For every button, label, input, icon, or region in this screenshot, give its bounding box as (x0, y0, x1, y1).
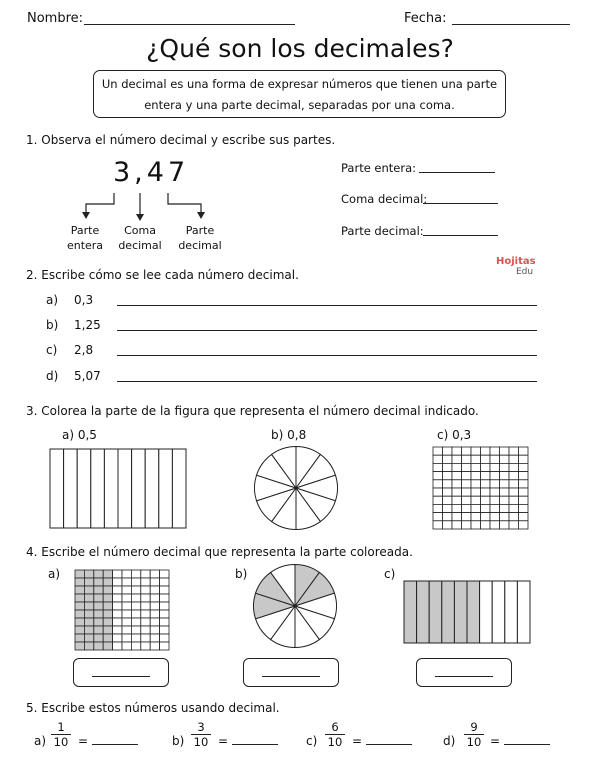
s3-c-cell (500, 447, 510, 455)
s4-a-cell (131, 602, 140, 610)
s4-a-cell (141, 634, 150, 642)
s4-a-cell (150, 634, 159, 642)
s4-a-cell (94, 578, 103, 586)
label-parte-entera: Parte entera (66, 224, 104, 252)
s4-a-cell (94, 634, 103, 642)
s3-c-cell (490, 472, 500, 480)
s3-c-cell (509, 455, 519, 463)
s3-c-cell (481, 455, 491, 463)
s2-answer-line-d[interactable] (117, 381, 537, 382)
s3-c-cell (519, 496, 529, 504)
s4-a-cell (84, 570, 93, 578)
s4-a-cell (75, 594, 84, 602)
s3-label-c: c) 0,3 (437, 428, 472, 442)
s4-a-cell (160, 626, 169, 634)
s4-answer-line-a (92, 676, 150, 677)
s3-c-cell (481, 513, 491, 521)
s5-answer-b[interactable] (232, 744, 278, 745)
s3-c-cell (509, 521, 519, 529)
s3-a-strip (118, 449, 132, 528)
s4-c-strip (404, 581, 417, 643)
s4-a-cell (160, 570, 169, 578)
arrow-decimal (168, 193, 201, 213)
s3-c-cell (490, 463, 500, 471)
s4-a-cell (75, 642, 84, 650)
s4-a-cell (75, 634, 84, 642)
s3-c-cell (509, 472, 519, 480)
s3-c-cell (500, 513, 510, 521)
s4-a-cell (75, 586, 84, 594)
s3-c-cell (481, 447, 491, 455)
s5-answer-c[interactable] (366, 744, 412, 745)
s4-letter-c: c) (384, 567, 396, 581)
s3-c-cell (433, 472, 443, 480)
name-label: Nombre: (27, 11, 84, 26)
s4-a-cell (160, 618, 169, 626)
s2-letter-a: a) (46, 293, 59, 307)
s4-c-strip (505, 581, 518, 643)
s3-c-cell (462, 472, 472, 480)
field-coma-decimal[interactable] (423, 203, 498, 204)
s3-c-cell (433, 480, 443, 488)
s3-c-cell (519, 504, 529, 512)
definition-line-2: entera y una parte decimal, separadas por una coma. (144, 98, 455, 112)
field-coma-decimal-label: Coma decimal: (341, 192, 428, 206)
s3-c-cell (490, 521, 500, 529)
s2-answer-line-c[interactable] (117, 355, 537, 356)
s4-a-cell (122, 626, 131, 634)
s3-c-cell (433, 455, 443, 463)
s4-letter-b: b) (235, 567, 248, 581)
s3-c-cell (519, 480, 529, 488)
s4-a-cell (160, 610, 169, 618)
s3-c-cell (481, 472, 491, 480)
s3-c-cell (452, 463, 462, 471)
field-parte-decimal[interactable] (423, 235, 498, 236)
field-parte-decimal-label: Parte decimal: (341, 224, 424, 238)
s5-equals-c: = (352, 734, 363, 748)
s4-a-cell (141, 570, 150, 578)
s4-a-cell (75, 570, 84, 578)
s5-answer-a[interactable] (92, 744, 138, 745)
s4-a-cell (160, 586, 169, 594)
s4-c-strip (417, 581, 430, 643)
s3-a-strip (50, 449, 64, 528)
s3-a-strip (91, 449, 105, 528)
s4-a-cell (122, 634, 131, 642)
s3-c-cell (490, 447, 500, 455)
s4-a-cell (103, 618, 112, 626)
s3-a-strip (77, 449, 91, 528)
s4-a-cell (103, 594, 112, 602)
s4-a-cell (94, 642, 103, 650)
s4-a-cell (160, 578, 169, 586)
s4-a-cell (75, 578, 84, 586)
s4-a-cell (113, 634, 122, 642)
s4-a-cell (150, 594, 159, 602)
s3-c-cell (500, 472, 510, 480)
s3-figure-b-circle[interactable] (253, 445, 339, 531)
s5-equals-a: = (78, 734, 89, 748)
s3-c-cell (443, 513, 453, 521)
s3-a-strip (172, 449, 186, 528)
s3-c-cell (471, 496, 481, 504)
s2-value-d: 5,07 (74, 369, 101, 383)
s3-c-cell (433, 447, 443, 455)
arrowhead-entera (82, 212, 90, 219)
s4-a-cell (131, 578, 140, 586)
s4-a-cell (113, 626, 122, 634)
s3-c-cell (509, 480, 519, 488)
s2-answer-line-b[interactable] (117, 330, 537, 331)
definition-line-1: Un decimal es una forma de expresar números que tienen una parte (101, 77, 498, 91)
s3-c-cell (509, 513, 519, 521)
s4-c-strip (429, 581, 442, 643)
s4-a-cell (75, 602, 84, 610)
s5-letter-c: c) (306, 734, 318, 748)
field-parte-entera-label: Parte entera: (341, 161, 417, 175)
section-4-heading: 4. Escribe el número decimal que representa la parte coloreada. (26, 545, 413, 559)
s4-a-cell (160, 602, 169, 610)
s4-a-cell (131, 610, 140, 618)
s3-label-b: b) 0,8 (271, 428, 307, 442)
s4-c-strip (517, 581, 530, 643)
s4-a-cell (141, 618, 150, 626)
s5-fraction-a: $\frac{1}{10}$ (51, 720, 71, 750)
s4-a-cell (103, 610, 112, 618)
s4-c-strip (442, 581, 455, 643)
s3-c-cell (519, 447, 529, 455)
s4-c-strip (454, 581, 467, 643)
s4-a-cell (103, 578, 112, 586)
s3-c-cell (452, 480, 462, 488)
s4-answer-line-c (435, 676, 493, 677)
s3-c-cell (443, 488, 453, 496)
s4-letter-a: a) (48, 567, 61, 581)
s4-a-cell (131, 586, 140, 594)
section-5-heading: 5. Escribe estos números usando decimal. (26, 701, 280, 715)
s3-c-cell (509, 447, 519, 455)
s3-c-cell (462, 496, 472, 504)
field-parte-entera[interactable] (419, 172, 495, 173)
s3-c-cell (519, 513, 529, 521)
s3-a-strip (159, 449, 173, 528)
s4-a-cell (84, 618, 93, 626)
s4-figure-b-circle (252, 563, 338, 649)
s4-figure-c-strips (403, 580, 531, 644)
section-2-heading: 2. Escribe cómo se lee cada número decimal. (26, 268, 299, 282)
s3-c-cell (490, 496, 500, 504)
s4-a-cell (150, 578, 159, 586)
s4-a-cell (122, 642, 131, 650)
s4-a-cell (141, 602, 150, 610)
s3-c-cell (490, 480, 500, 488)
s2-letter-d: d) (46, 369, 59, 383)
s4-a-cell (160, 642, 169, 650)
s5-fraction-c: $\frac{6}{10}$ (325, 720, 345, 750)
s3-c-cell (452, 488, 462, 496)
s4-a-cell (131, 626, 140, 634)
s5-letter-b: b) (172, 734, 185, 748)
s5-letter-d: d) (443, 734, 456, 748)
s3-c-cell (471, 504, 481, 512)
s4-c-strip (480, 581, 493, 643)
s3-c-cell (433, 521, 443, 529)
logo-hojitas: Hojitas (496, 256, 536, 267)
s4-a-cell (84, 610, 93, 618)
s3-c-cell (481, 488, 491, 496)
s3-c-cell (433, 504, 443, 512)
s3-c-cell (452, 521, 462, 529)
section-3-heading: 3. Colorea la parte de la figura que representa el número decimal indicado. (26, 404, 479, 418)
s3-c-cell (471, 463, 481, 471)
s4-a-cell (84, 642, 93, 650)
s3-c-cell (519, 463, 529, 471)
s3-c-cell (452, 447, 462, 455)
s4-a-cell (103, 634, 112, 642)
s4-a-cell (103, 642, 112, 650)
s4-a-cell (94, 618, 103, 626)
s3-c-cell (462, 480, 472, 488)
page-title: ¿Qué son los decimales? (146, 34, 454, 63)
s4-a-cell (94, 602, 103, 610)
s4-answer-line-b (262, 676, 320, 677)
s3-c-cell (433, 513, 443, 521)
s3-c-cell (490, 504, 500, 512)
s3-c-cell (481, 463, 491, 471)
s3-c-cell (509, 463, 519, 471)
s4-a-cell (150, 586, 159, 594)
s3-c-cell (481, 504, 491, 512)
s3-c-cell (443, 504, 453, 512)
section-1-heading: 1. Observa el número decimal y escribe sus partes. (26, 133, 336, 147)
s3-c-cell (500, 488, 510, 496)
arrow-entera (86, 193, 114, 213)
s3-c-cell (519, 488, 529, 496)
s3-label-a: a) 0,5 (62, 428, 97, 442)
s4-a-cell (150, 610, 159, 618)
s3-c-cell (452, 455, 462, 463)
s4-a-cell (113, 578, 122, 586)
s4-a-cell (150, 602, 159, 610)
s3-c-cell (462, 488, 472, 496)
s4-a-cell (113, 610, 122, 618)
s4-a-cell (84, 594, 93, 602)
s3-c-cell (452, 472, 462, 480)
s3-c-cell (471, 488, 481, 496)
s3-c-cell (481, 480, 491, 488)
s4-a-cell (131, 570, 140, 578)
s4-a-cell (113, 586, 122, 594)
s4-a-cell (122, 602, 131, 610)
s3-a-strip (64, 449, 78, 528)
s3-c-cell (443, 521, 453, 529)
s4-a-cell (122, 618, 131, 626)
s4-a-cell (103, 602, 112, 610)
s2-value-c: 2,8 (74, 343, 94, 357)
s4-a-cell (122, 578, 131, 586)
s4-a-cell (113, 594, 122, 602)
s4-a-cell (122, 610, 131, 618)
logo-edu: Edu (516, 267, 534, 277)
s4-c-strip (467, 581, 480, 643)
s4-a-cell (103, 626, 112, 634)
s3-c-cell (500, 463, 510, 471)
s4-a-cell (75, 618, 84, 626)
s3-c-cell (433, 488, 443, 496)
s2-value-a: 0,3 (74, 293, 94, 307)
s3-c-cell (471, 447, 481, 455)
s2-answer-line-a[interactable] (117, 305, 537, 306)
arrowhead-coma (136, 214, 144, 221)
s4-a-cell (94, 586, 103, 594)
s4-a-cell (84, 578, 93, 586)
s3-c-cell (481, 521, 491, 529)
s4-a-cell (150, 642, 159, 650)
s5-letter-a: a) (34, 734, 47, 748)
s4-figure-a-grid (74, 569, 170, 651)
s3-c-cell (452, 504, 462, 512)
s4-a-cell (103, 586, 112, 594)
s4-a-cell (75, 626, 84, 634)
s3-c-cell (443, 455, 453, 463)
s4-a-cell (141, 594, 150, 602)
s4-a-cell (160, 634, 169, 642)
s3-c-cell (500, 504, 510, 512)
s3-c-cell (500, 496, 510, 504)
s2-letter-c: c) (46, 343, 58, 357)
s3-figure-c-grid[interactable] (432, 446, 529, 530)
s4-a-cell (94, 626, 103, 634)
s3-c-cell (443, 463, 453, 471)
s4-a-cell (84, 626, 93, 634)
s4-a-cell (122, 570, 131, 578)
s5-equals-d: = (490, 734, 501, 748)
s4-a-cell (113, 602, 122, 610)
s4-a-cell (150, 618, 159, 626)
s3-c-cell (471, 513, 481, 521)
s3-a-strip (145, 449, 159, 528)
label-coma-decimal: Coma decimal (118, 224, 162, 252)
s3-figure-a-strips[interactable] (49, 448, 187, 529)
decimal-number: 3,47 (113, 157, 190, 188)
s3-c-cell (443, 496, 453, 504)
s3-c-cell (462, 455, 472, 463)
s3-c-cell (462, 447, 472, 455)
s4-answer-box-c[interactable] (416, 658, 512, 687)
s3-c-cell (490, 455, 500, 463)
s4-a-cell (160, 594, 169, 602)
s3-c-cell (443, 447, 453, 455)
s3-c-cell (500, 455, 510, 463)
s3-c-cell (471, 480, 481, 488)
s4-a-cell (122, 586, 131, 594)
s4-a-cell (122, 594, 131, 602)
s4-a-cell (150, 570, 159, 578)
s3-c-cell (519, 455, 529, 463)
s4-a-cell (94, 610, 103, 618)
s4-a-cell (84, 634, 93, 642)
s3-c-cell (452, 496, 462, 504)
s3-c-cell (509, 488, 519, 496)
s3-c-cell (500, 521, 510, 529)
s3-c-cell (433, 496, 443, 504)
s3-c-cell (462, 521, 472, 529)
s3-c-cell (443, 480, 453, 488)
s3-c-cell (519, 521, 529, 529)
s3-c-cell (500, 480, 510, 488)
s4-a-cell (141, 642, 150, 650)
label-parte-decimal: Parte decimal (178, 224, 222, 252)
s3-c-cell (481, 496, 491, 504)
s4-a-cell (94, 570, 103, 578)
s3-c-cell (462, 463, 472, 471)
s4-a-cell (84, 586, 93, 594)
s3-c-cell (462, 513, 472, 521)
s3-c-cell (509, 504, 519, 512)
s3-c-cell (471, 521, 481, 529)
s4-answer-box-b[interactable] (243, 658, 339, 687)
s3-c-cell (490, 513, 500, 521)
s5-answer-d[interactable] (504, 744, 550, 745)
s2-letter-b: b) (46, 318, 59, 332)
s3-a-strip (132, 449, 146, 528)
s3-c-cell (471, 455, 481, 463)
s5-fraction-b: $\frac{3}{10}$ (191, 720, 211, 750)
s3-c-cell (452, 513, 462, 521)
s5-equals-b: = (218, 734, 229, 748)
s4-a-cell (131, 634, 140, 642)
s4-answer-box-a[interactable] (73, 658, 169, 687)
s4-c-strip (492, 581, 505, 643)
s2-value-b: 1,25 (74, 318, 101, 332)
s3-c-cell (490, 488, 500, 496)
s4-a-cell (113, 618, 122, 626)
arrowhead-decimal (197, 212, 205, 219)
s4-a-cell (113, 642, 122, 650)
s5-fraction-d: $\frac{9}{10}$ (464, 720, 484, 750)
s4-a-cell (150, 626, 159, 634)
s4-a-cell (94, 594, 103, 602)
s3-c-cell (509, 496, 519, 504)
s4-a-cell (75, 610, 84, 618)
s3-a-strip (104, 449, 118, 528)
s3-c-cell (519, 472, 529, 480)
s4-a-cell (141, 586, 150, 594)
s4-a-cell (131, 618, 140, 626)
s4-a-cell (113, 570, 122, 578)
s3-c-cell (471, 472, 481, 480)
s4-a-cell (141, 626, 150, 634)
s3-c-cell (433, 463, 443, 471)
s4-a-cell (141, 610, 150, 618)
s4-a-cell (103, 570, 112, 578)
s3-c-cell (443, 472, 453, 480)
s4-a-cell (84, 602, 93, 610)
s4-a-cell (131, 642, 140, 650)
date-label: Fecha: (404, 11, 447, 26)
s4-a-cell (131, 594, 140, 602)
s4-a-cell (141, 578, 150, 586)
s3-c-cell (462, 504, 472, 512)
